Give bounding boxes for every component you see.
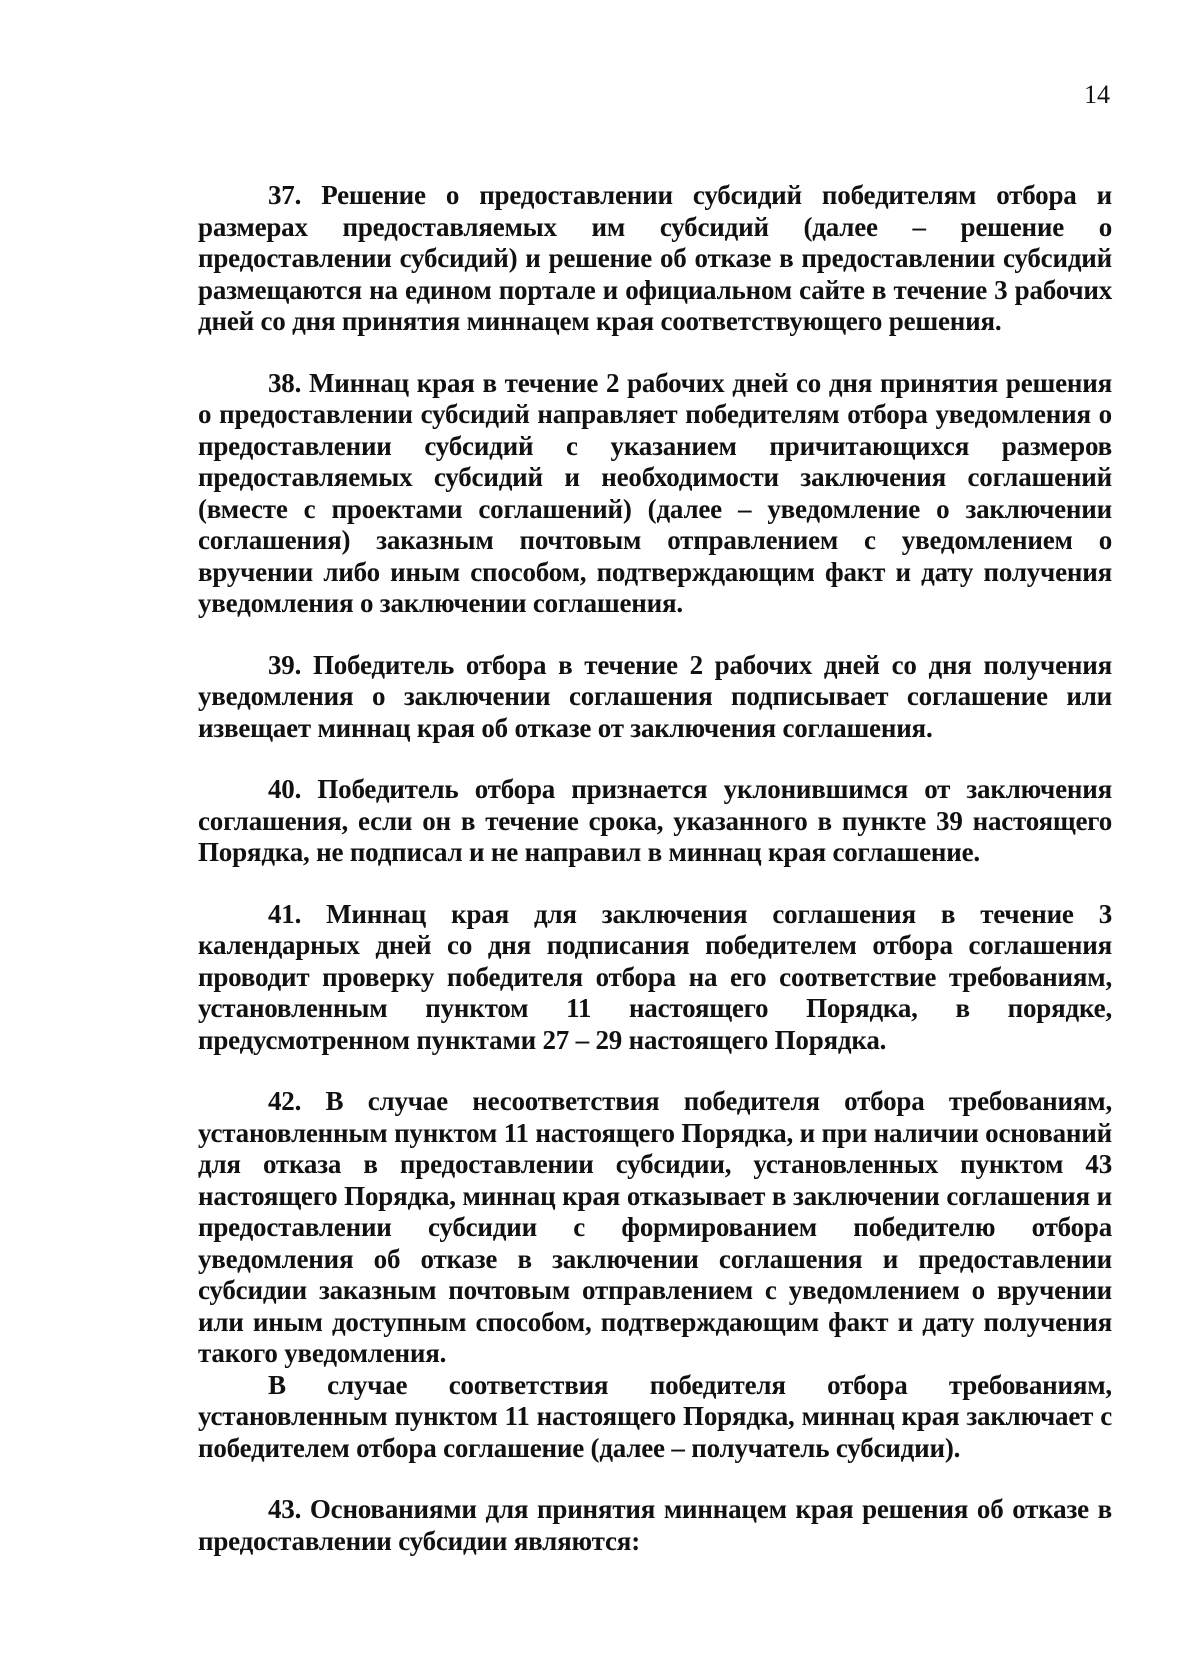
paragraph-38: 38. Миннац края в течение 2 рабочих дней со дня принятия решения о предоставлении субсидий направляет победителям отбора уведомления о предоставлении субсидий с указанием причитающихся размеров предоставляемых субсидий и необходимости заключения соглашений (вместе с проектами соглашений) (далее – уведомление о заключении соглашения) заказным почтовым отправлением с уведомлением о вручении либо иным способом, подтверждающим факт и дату получения уведомления о заключении соглашения. — [198, 367, 1112, 618]
page-number: 14 — [1084, 80, 1110, 109]
paragraph-42: 42. В случае несоответствия победителя отбора требованиям, установленным пунктом 11 настоящего Порядка, и при наличии оснований для отказа в предоставлении субсидии, установленных пунктом 43 настоящего Порядка, миннац края отказывает в заключении соглашения и предоставлении субсидии с формированием победителю отбора уведомления об отказе в заключении соглашения и предоставлении субсидии заказным почтовым отправлением с уведомлением о вручении или иным доступным способом, подтверждающим факт и дату получения такого уведомления. — [198, 1086, 1112, 1368]
document-body — [198, 180, 1112, 1557]
paragraph-41: 41. Миннац края для заключения соглашения в течение 3 календарных дней со дня подписания победителем отбора соглашения проводит проверку победителя отбора на его соответствие требованиям, установленным пунктом 11 настоящего Порядка, в порядке, предусмотренном пунктами 27 – 29 настоящего Порядка. — [198, 898, 1112, 1055]
paragraph-43: 43. Основаниями для принятия миннацем края решения об отказе в предоставлении субсидии являются: — [198, 1494, 1112, 1556]
paragraph-42-continuation: В случае соответствия победителя отбора требованиям, установленным пунктом 11 настоящего Порядка, миннац края заключает с победителем отбора соглашение (далее – получатель субсидии). — [198, 1369, 1112, 1463]
paragraph-40: 40. Победитель отбора признается уклонившимся от заключения соглашения, если он в течение срока, указанного в пункте 39 настоящего Порядка, не подписал и не направил в миннац края соглашение. — [198, 774, 1112, 867]
paragraph-37: 37. Решение о предоставлении субсидий победителям отбора и размерах предоставляемых им субсидий (далее – решение о предоставлении субсидий) и решение об отказе в предоставлении субсидий размещаются на едином портале и официальном сайте в течение 3 рабочих дней со дня принятия миннацем края соответствующего решения. — [198, 180, 1112, 336]
paragraph-39: 39. Победитель отбора в течение 2 рабочих дней со дня получения уведомления о заключении соглашения подписывает соглашение или извещает миннац края об отказе от заключения соглашения. — [198, 649, 1112, 743]
